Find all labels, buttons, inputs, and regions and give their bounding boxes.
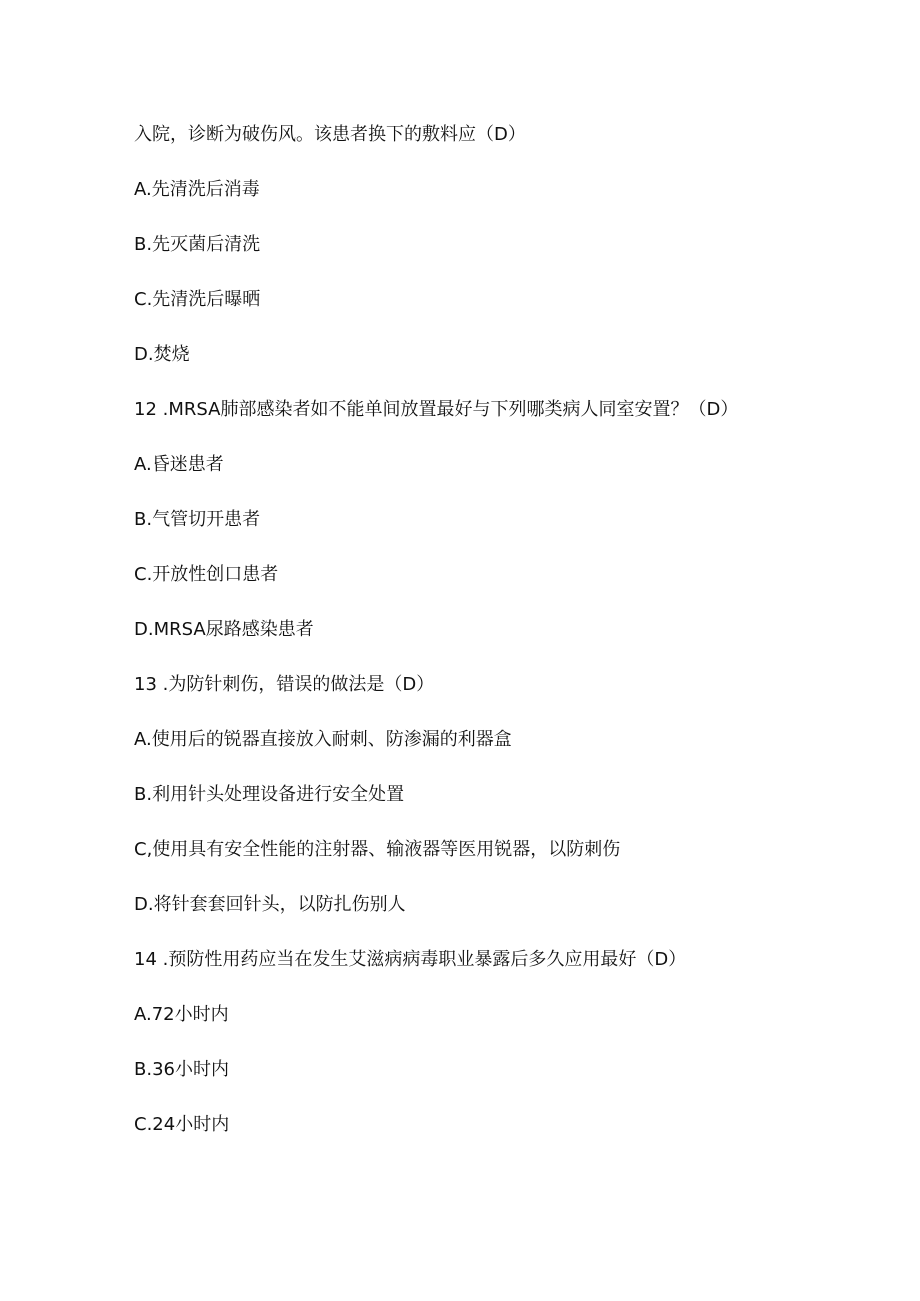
question-continuation: 入院，诊断为破伤风。该患者换下的敷料应（D） [134, 124, 526, 145]
question-13-option-d: D.将针套套回针头，以防扎伤别人 [134, 894, 406, 915]
document-content [134, 122, 854, 1167]
question-13-option-c: C,使用具有安全性能的注射器、输液器等医用锐器，以防刺伤 [134, 839, 621, 860]
question-14-option-a: A.72小时内 [134, 1004, 229, 1025]
question-13: 13 .为防针刺伤，错误的做法是（D） [134, 674, 435, 695]
option-a: A.先清洗后消毒 [134, 179, 260, 200]
question-12-option-d: D.MRSA尿路感染患者 [134, 619, 314, 640]
question-12-option-a: A.昏迷患者 [134, 454, 224, 475]
option-b: B.先灭菌后清洗 [134, 234, 261, 255]
option-c: C.先清洗后曝晒 [134, 289, 261, 310]
question-13-option-a: A.使用后的锐器直接放入耐刺、防渗漏的利器盒 [134, 729, 512, 750]
question-12-option-b: B.气管切开患者 [134, 509, 261, 530]
question-14-option-c: C.24小时内 [134, 1114, 230, 1135]
question-12: 12 .MRSA肺部感染者如不能单间放置最好与下列哪类病人同室安置？（D） [134, 399, 739, 420]
option-d: D.焚烧 [134, 344, 190, 365]
question-14-option-b: B.36小时内 [134, 1059, 229, 1080]
question-12-option-c: C.开放性创口患者 [134, 564, 279, 585]
question-13-option-b: B.利用针头处理设备进行安全处置 [134, 784, 405, 805]
question-14: 14 .预防性用药应当在发生艾滋病病毒职业暴露后多久应用最好（D） [134, 949, 687, 970]
